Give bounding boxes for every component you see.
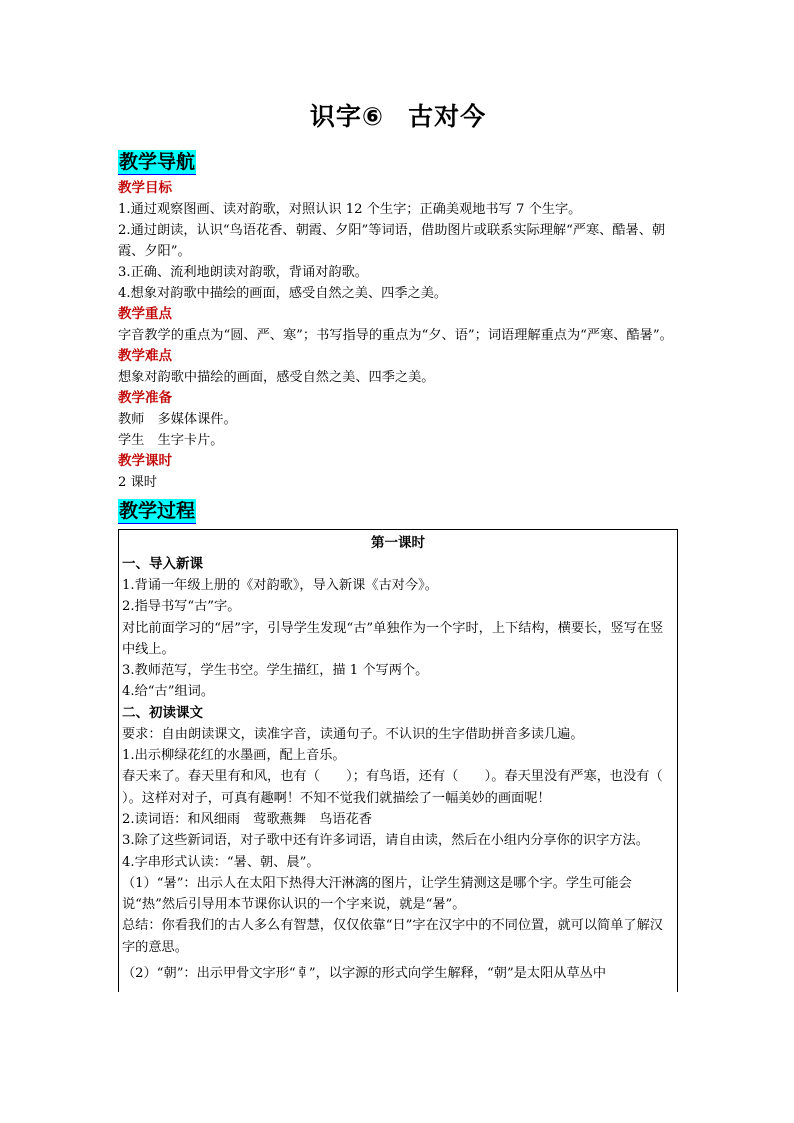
objectives-section — [118, 178, 678, 304]
difficulties-text: 想象对韵歌中描绘的画面，感受自然之美、四季之美。 — [118, 370, 435, 385]
objective-item: 1.通过观察图画、读对韵歌，对照认识 12 个生字；正确美观地书写 7 个生字。 — [118, 202, 582, 217]
process-line: （1）“暑”：出示人在太阳下热得大汗淋漓的图片，让学生猜测这是哪个字。学生可能会说“热”然后引导用本节课你认识的一个字来说，就是“暑”。 — [122, 875, 632, 913]
preparation-item: 教师 多媒体课件。 — [118, 412, 237, 427]
process-table — [118, 529, 690, 992]
process-line: 1.背诵一年级上册的《对韵歌》，导入新课《古对今》。 — [122, 578, 438, 593]
process-line: 要求：自由朗读课文，读准字音，读通句子。不认识的生字借助拼音多读几遍。 — [122, 726, 584, 742]
process-line: 3.除了这些新词语，对子歌中还有许多词语，请自由读，然后在小组内分享你的识字方法。 — [122, 833, 649, 849]
objective-item: 4.想象对韵歌中描绘的画面，感受自然之美、四季之美。 — [118, 286, 448, 301]
preparation-item: 学生 生字卡片。 — [118, 433, 224, 448]
nav-banner-row — [118, 150, 678, 176]
difficulties-section — [118, 346, 678, 388]
title-sub: 古对今 — [408, 102, 487, 131]
objectives-header: 教学目标 — [118, 180, 172, 196]
process-line: （2）“朝”：出示甲骨文字形“𠦝”，以字源的形式向学生解释，“朝”是太阳从草丛中 — [122, 966, 607, 982]
process-banner: 教学过程 — [119, 500, 196, 522]
process-line: 总结：你看我们的古人多么有智慧，仅仅依靠“日”字在汉字中的不同位置，就可以简单了解汉字的意思。 — [122, 918, 663, 955]
hours-text: 2 课时 — [118, 475, 157, 490]
process-banner-row — [118, 499, 678, 525]
process-line: 1.出示柳绿花红的水墨画，配上音乐。 — [122, 748, 346, 764]
title-main: 识字⑥ — [309, 102, 385, 131]
nav-banner: 教学导航 — [119, 151, 196, 173]
process-line: 春天来了。春天里有和风，也有（ ）；有鸟语，还有（ ）。春天里没有严寒，也没有（ ）。这样对对子，可真有趣啊！不知不觉我们就描绘了一幅美妙的画面呢！ — [122, 769, 690, 806]
key-points-section — [118, 304, 678, 346]
key-points-text: 字音教学的重点为“圆、严、寒”；书写指导的重点为“夕、语”；词语理解重点为“严寒、酷暑”。 — [118, 328, 673, 343]
objective-item: 2.通过朗读，认识“鸟语花香、朝霞、夕阳”等词语，借助图片或联系实际理解“严寒、酷暑、朝霞、夕阳”。 — [118, 223, 666, 259]
hours-header: 教学课时 — [118, 453, 172, 469]
process-line: 3.教师范写，学生书空。学生描红，描 1 个写两个。 — [122, 663, 429, 679]
lesson-title: 第一课时 — [371, 535, 425, 551]
page-title — [118, 100, 678, 134]
process-line: 2.指导书写“古”字。 — [122, 599, 241, 615]
process-line: 2.读词语：和风细雨 莺歌燕舞 鸟语花香 — [122, 811, 372, 827]
key-points-header: 教学重点 — [118, 306, 172, 322]
process-line: 4.给“古”组词。 — [122, 684, 215, 700]
process-line: 对比前面学习的“居”字，引导学生发现“古”单独作为一个字时，上下结构，横要长，竖写在竖中线上。 — [122, 620, 664, 657]
difficulties-header: 教学难点 — [118, 348, 172, 364]
preparation-header: 教学准备 — [118, 390, 172, 406]
part-title: 一、导入新课 — [122, 556, 203, 572]
preparation-section — [118, 388, 678, 451]
hours-section — [118, 451, 678, 493]
objective-item: 3.正确、流利地朗读对韵歌，背诵对韵歌。 — [118, 265, 368, 280]
process-line: 4.字串形式认读：“暑、朝、晨”。 — [122, 854, 320, 870]
document-page — [118, 100, 690, 992]
part-title: 二、初读课文 — [122, 704, 203, 721]
